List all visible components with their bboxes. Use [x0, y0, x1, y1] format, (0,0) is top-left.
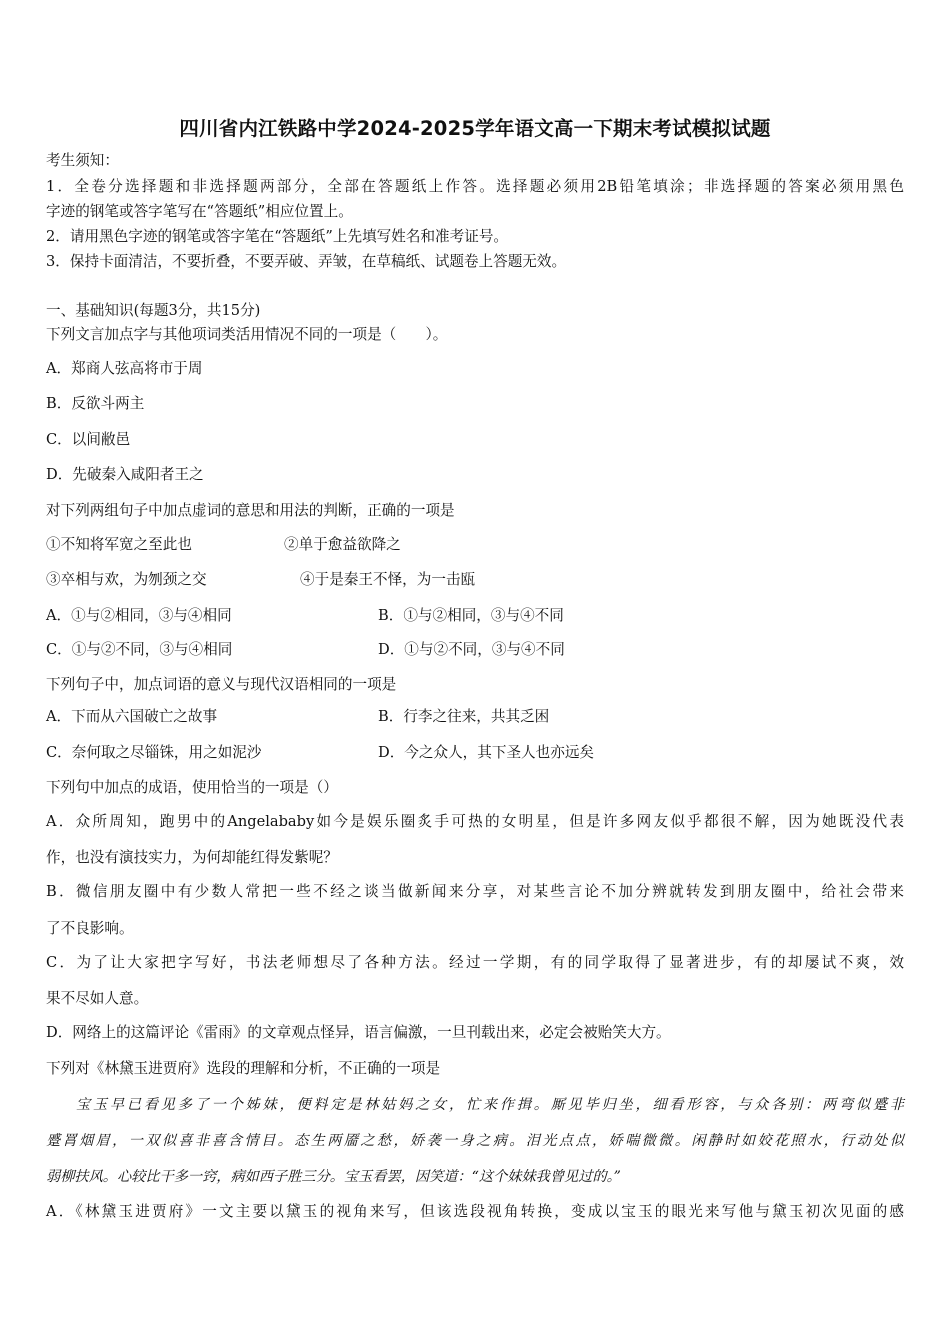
- q2-sentence-4: ④于是秦王不怿，为一击瓯: [300, 571, 476, 588]
- q1-option-a: A．郑商人弦高将市于周: [46, 360, 203, 377]
- notice-item-1-line-2: 字迹的钢笔或答字笔写在“答题纸”相应位置上。: [46, 203, 353, 220]
- q4-option-c-line-1: C．为了让大家把字写好，书法老师想尽了各种方法。经过一学期，有的同学取得了显著进步，有的却屡试不爽，效: [46, 954, 904, 971]
- q3-stem: 下列句子中，加点词语的意义与现代汉语相同的一项是: [46, 676, 397, 693]
- q5-option-a-line-1: A．《林黛玉进贾府》一文主要以黛玉的视角来写，但该选段视角转换，变成以宝玉的眼光来写他与黛玉初次见面的感: [46, 1203, 904, 1220]
- q2-sentence-3: ③卒相与欢，为刎颈之交: [46, 571, 207, 588]
- q4-option-b-line-1: B．微信朋友圈中有少数人常把一些不经之谈当做新闻来分享，对某些言论不加分辨就转发到朋友圈中，给社会带来: [46, 883, 904, 900]
- q3-option-d: D．今之众人，其下圣人也亦远矣: [378, 744, 595, 761]
- q3-option-c: C．奈何取之尽锱铢，用之如泥沙: [46, 744, 262, 761]
- q2-option-d: D．①与②不同，③与④不同: [378, 641, 565, 658]
- q4-stem: 下列句中加点的成语，使用恰当的一项是（）: [46, 779, 338, 796]
- q3-option-a: A．下而从六国破亡之故事: [46, 708, 218, 725]
- q4-option-c-line-2: 果不尽如人意。: [46, 990, 149, 1007]
- q2-option-b: B．①与②相同，③与④不同: [378, 607, 564, 624]
- q1-option-c: C．以间敝邑: [46, 431, 131, 448]
- q2-option-a: A．①与②相同，③与④相同: [46, 607, 232, 624]
- notice-item-2: 2．请用黑色字迹的钢笔或答字笔在“答题纸”上先填写姓名和准考证号。: [46, 228, 509, 245]
- q5-passage-line-2: 蹙罥烟眉，一双似喜非喜含情目。态生两靥之愁，娇袭一身之病。泪光点点，娇喘微微。闲静时如姣花照水，行动处似: [46, 1133, 904, 1149]
- q2-sentence-1: ①不知将军宽之至此也: [46, 536, 192, 553]
- q1-stem: 下列文言加点字与其他项词类活用情况不同的一项是（ ）。: [46, 326, 448, 343]
- exam-title: 四川省内江铁路中学2024-2025学年语文高一下期末考试模拟试题: [179, 117, 771, 140]
- section-heading: 一、基础知识(每题3分，共15分): [46, 302, 261, 319]
- q4-option-a-line-1: A．众所周知，跑男中的Angelababy如今是娱乐圈炙手可热的女明星，但是许多网友似乎都很不解，因为她既没代表: [46, 813, 904, 830]
- q1-option-d: D．先破秦入咸阳者王之: [46, 466, 204, 483]
- q5-passage-line-1: 宝玉早已看见多了一个姊妹，便料定是林姑妈之女，忙来作揖。厮见毕归坐，细看形容，与众各别：两弯似蹙非: [76, 1097, 904, 1113]
- q4-option-b-line-2: 了不良影响。: [46, 920, 134, 937]
- notice-item-3: 3．保持卡面清洁，不要折叠，不要弄破、弄皱，在草稿纸、试题卷上答题无效。: [46, 253, 567, 270]
- q2-stem: 对下列两组句子中加点虚词的意思和用法的判断，正确的一项是: [46, 502, 455, 519]
- q5-passage-line-3: 弱柳扶风。心较比干多一窍，病如西子胜三分。宝玉看罢，因笑道：“这个妹妹我曾见过的。”: [46, 1169, 621, 1185]
- q2-sentence-2: ②单于愈益欲降之: [284, 536, 401, 553]
- q2-option-c: C．①与②不同，③与④相同: [46, 641, 233, 658]
- notice-heading: 考生须知：: [46, 152, 119, 169]
- q4-option-d: D．网络上的这篇评论《雷雨》的文章观点怪异，语言偏激，一旦刊载出来，必定会被贻笑大方。: [46, 1024, 671, 1041]
- notice-item-1-line-1: 1．全卷分选择题和非选择题两部分，全部在答题纸上作答。选择题必须用2B铅笔填涂；非选择题的答案必须用黑色: [46, 178, 904, 195]
- q5-stem: 下列对《林黛玉进贾府》选段的理解和分析，不正确的一项是: [46, 1060, 441, 1077]
- q1-option-b: B．反欲斗两主: [46, 395, 145, 412]
- q4-option-a-line-2: 作，也没有演技实力，为何却能红得发紫呢？: [46, 849, 338, 866]
- q3-option-b: B．行李之往来，共其乏困: [378, 708, 550, 725]
